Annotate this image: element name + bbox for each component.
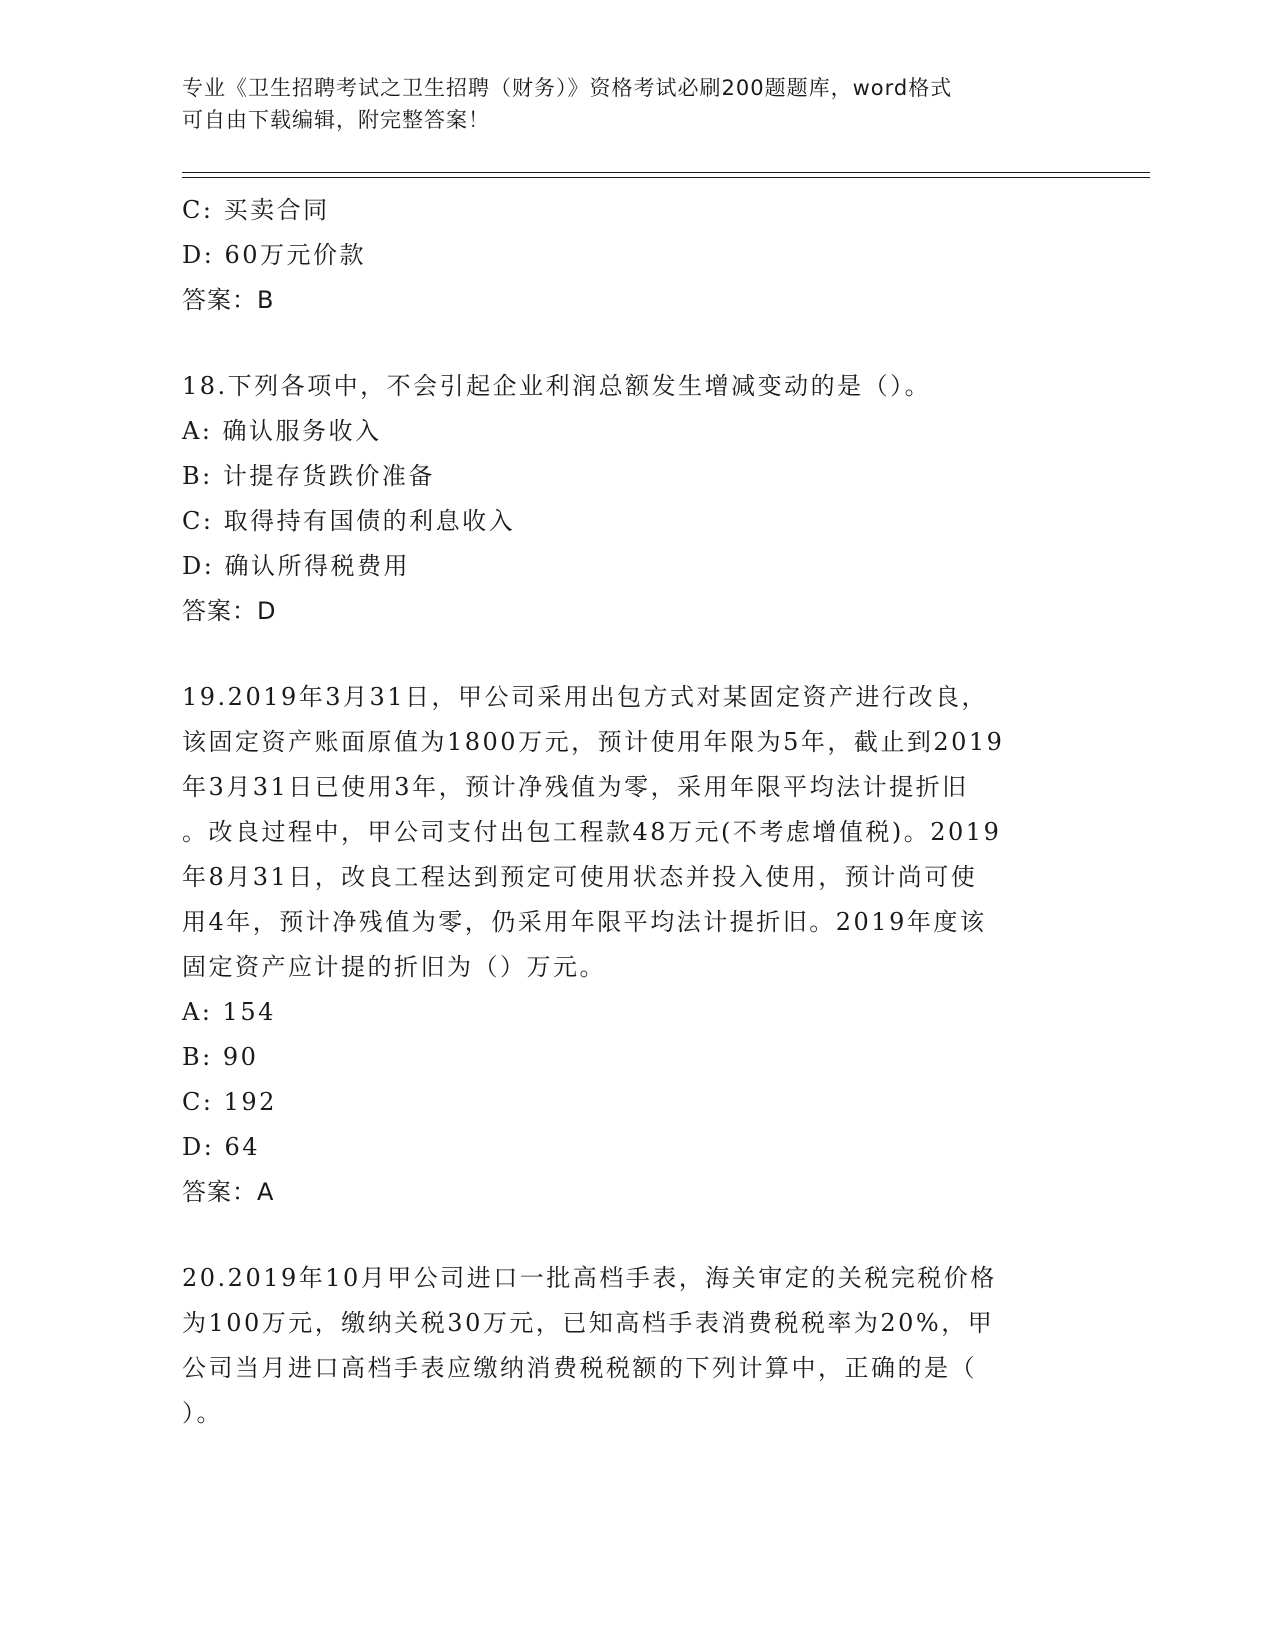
q19-answer: 答案：A: [182, 1178, 275, 1206]
q20-stem-line: 20.2019年10月甲公司进口一批高档手表，海关审定的关税完税价格: [182, 1264, 997, 1292]
q19-option-a: A: 154: [182, 998, 276, 1026]
q19-option-d: D: 64: [182, 1133, 260, 1161]
q19-option-c: C: 192: [182, 1088, 277, 1116]
prev-option-d: D: 60万元价款: [182, 241, 366, 269]
header-title-line-2: 可自由下载编辑，附完整答案！: [182, 108, 490, 132]
q19-stem-line: 。改良过程中，甲公司支付出包工程款48万元(不考虑增值税)。2019: [182, 818, 1002, 846]
q18-option-b: B: 计提存货跌价准备: [182, 462, 435, 490]
q19-option-b: B: 90: [182, 1043, 259, 1071]
q20-stem-line: 为100万元，缴纳关税30万元，已知高档手表消费税税率为20%，甲: [182, 1309, 995, 1337]
q19-stem-line: 年8月31日，改良工程达到预定可使用状态并投入使用，预计尚可使: [182, 863, 978, 891]
header-divider-top: [182, 172, 1150, 173]
q19-stem-line: 该固定资产账面原值为1800万元，预计使用年限为5年，截止到2019: [182, 728, 1005, 756]
prev-option-c: C: 买卖合同: [182, 196, 330, 224]
spacer: [182, 1215, 1082, 1256]
prev-answer: 答案：B: [182, 286, 275, 314]
question-content: [182, 188, 1082, 1436]
q19-stem-line: 19.2019年3月31日，甲公司采用出包方式对某固定资产进行改良，: [182, 683, 989, 711]
q18-option-c: C: 取得持有国债的利息收入: [182, 507, 516, 535]
q18-stem: 18.下列各项中，不会引起企业利润总额发生增减变动的是（）。: [182, 372, 932, 400]
q20-stem-line: 公司当月进口高档手表应缴纳消费税税额的下列计算中，正确的是（: [182, 1354, 977, 1382]
header-divider-bottom: [182, 177, 1150, 178]
header-title-line-1: 专业《卫生招聘考试之卫生招聘（财务）》资格考试必刷200题题库，word格式: [182, 76, 953, 100]
q19-stem-line: 用4年，预计净残值为零，仍采用年限平均法计提折旧。2019年度该: [182, 908, 987, 936]
q20-stem-line: ）。: [182, 1399, 223, 1427]
q18-answer: 答案：D: [182, 597, 277, 625]
q18-option-d: D: 确认所得税费用: [182, 552, 410, 580]
q19-stem-line: 年3月31日已使用3年，预计净残值为零，采用年限平均法计提折旧: [182, 773, 969, 801]
q19-stem-line: 固定资产应计提的折旧为（）万元。: [182, 953, 606, 981]
spacer: [182, 634, 1082, 675]
document-header: [182, 72, 1062, 136]
spacer: [182, 323, 1082, 364]
q18-option-a: A: 确认服务收入: [182, 417, 382, 445]
